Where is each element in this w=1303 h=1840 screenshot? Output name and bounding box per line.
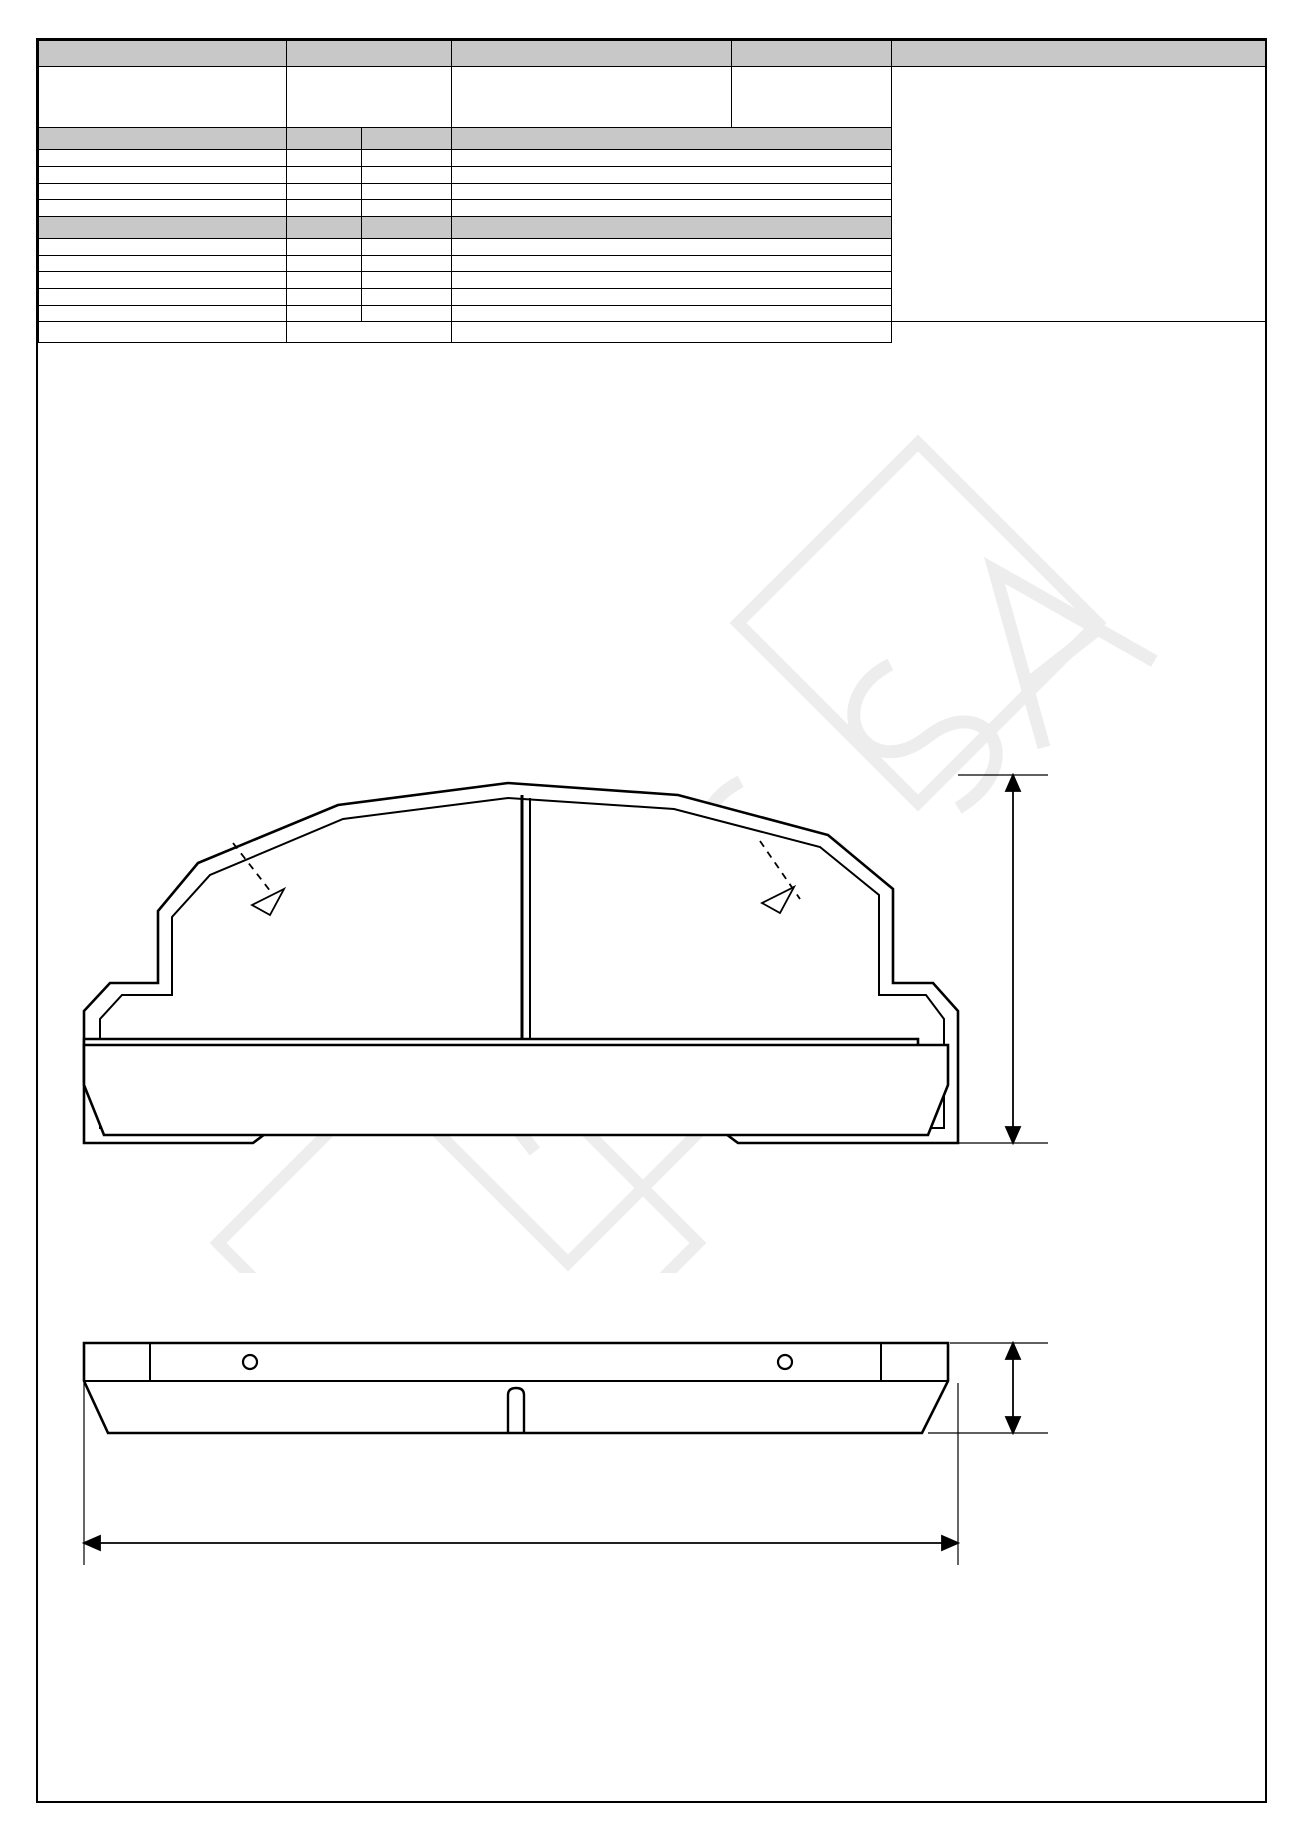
- s2-r2-c2: [287, 255, 362, 272]
- s2-r5-c4: [452, 305, 892, 322]
- title-block: [38, 40, 1266, 343]
- footer-cell-3: [452, 322, 892, 343]
- s1-r3-c2: [287, 183, 362, 200]
- s1-r3-c4: [452, 183, 892, 200]
- sub-cell-1: [39, 66, 287, 128]
- s2-r4-c2: [287, 288, 362, 305]
- title-block-sub-row: [39, 66, 1266, 128]
- footer-cell-1: [39, 322, 287, 343]
- s1-head-2: [287, 128, 362, 150]
- header-cell-5: [892, 41, 1266, 67]
- footer-cell-2: [287, 322, 452, 343]
- sub-cell-3: [452, 66, 732, 128]
- sub-cell-2: [287, 66, 452, 128]
- rivet-hole-right: [778, 1355, 792, 1369]
- s1-r1-c2: [287, 150, 362, 167]
- s2-r4-c3: [362, 288, 452, 305]
- s2-r1-c3: [362, 238, 452, 255]
- s2-head-4: [452, 217, 892, 239]
- s2-r1-c1: [39, 238, 287, 255]
- s1-r4-c4: [452, 200, 892, 217]
- s1-r3-c3: [362, 183, 452, 200]
- header-cell-2: [287, 41, 452, 67]
- title-block-footer-row: [39, 322, 1266, 343]
- s1-r4-c2: [287, 200, 362, 217]
- s2-head-2: [287, 217, 362, 239]
- front-view-height-dimension: [958, 775, 1048, 1143]
- s1-r4-c3: [362, 200, 452, 217]
- s1-head-1: [39, 128, 287, 150]
- logo-area: [892, 66, 1266, 322]
- s2-r2-c3: [362, 255, 452, 272]
- drawing-area: [38, 343, 1265, 1801]
- s2-r4-c4: [452, 288, 892, 305]
- s1-r2-c4: [452, 166, 892, 183]
- s2-r3-c1: [39, 272, 287, 289]
- s1-r1-c4: [452, 150, 892, 167]
- s1-r2-c3: [362, 166, 452, 183]
- s2-r3-c2: [287, 272, 362, 289]
- s1-head-4: [452, 128, 892, 150]
- s2-r4-c1: [39, 288, 287, 305]
- s1-r4-c1: [39, 200, 287, 217]
- s2-r2-c4: [452, 255, 892, 272]
- s2-r5-c2: [287, 305, 362, 322]
- side-outer-profile: [84, 1045, 948, 1135]
- s2-r5-c3: [362, 305, 452, 322]
- s1-r2-c1: [39, 166, 287, 183]
- s2-r3-c3: [362, 272, 452, 289]
- s2-r5-c1: [39, 305, 287, 322]
- s1-r3-c1: [39, 183, 287, 200]
- title-block-header-row: [39, 41, 1266, 67]
- s1-r1-c1: [39, 150, 287, 167]
- s2-r2-c1: [39, 255, 287, 272]
- sub-cell-4: [732, 66, 892, 128]
- s1-r1-c3: [362, 150, 452, 167]
- s1-r2-c2: [287, 166, 362, 183]
- drawing-sheet: [36, 38, 1267, 1803]
- s2-r1-c4: [452, 238, 892, 255]
- rivet-hole-left: [243, 1355, 257, 1369]
- s2-head-1: [39, 217, 287, 239]
- s2-r3-c4: [452, 272, 892, 289]
- s2-head-3: [362, 217, 452, 239]
- header-cell-4: [732, 41, 892, 67]
- header-cell-3: [452, 41, 732, 67]
- s1-head-3: [362, 128, 452, 150]
- header-cell-1: [39, 41, 287, 67]
- s2-r1-c2: [287, 238, 362, 255]
